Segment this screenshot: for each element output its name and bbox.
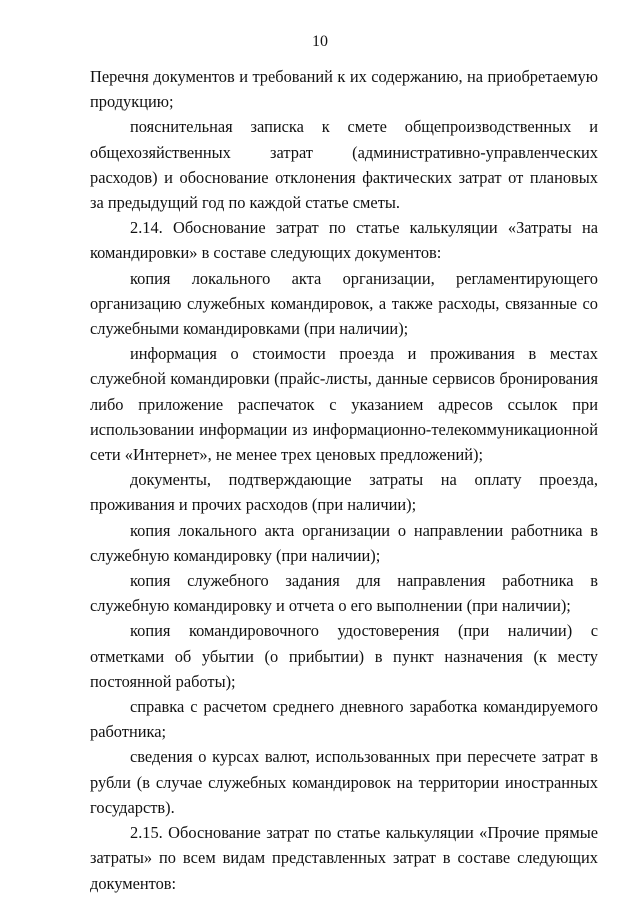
list-item-salary-statement: справка с расчетом среднего дневного заработка командируемого работника; bbox=[90, 697, 598, 742]
list-item-local-act-copy: копия локального акта организации, регламентирующего организацию служебных командировок, а также расходы, связанные со служебными командировками (при наличии); bbox=[90, 268, 598, 339]
list-item-travel-cost-info: информация о стоимости проезда и проживания в местах служебной командировки (прайс-листы, данные сервисов бронирования либо приложение распечаток с указанием адресов ссылок при использовании информации из информационно-телекоммуникационной сети «Интернет», не менее трех ценовых предложений); bbox=[90, 344, 598, 465]
list-item-task-copy: копия служебного задания для направления работника в служебную командировку и отчета о его выполнении (при наличии); bbox=[90, 571, 598, 616]
list-item-travel-certificate: копия командировочного удостоверения (при наличии) с отметками об убытии (о прибытии) в пункт назначения (к месту постоянной работы); bbox=[90, 621, 598, 691]
list-item-assignment-act-copy: копия локального акта организации о направлении работника в служебную командировку (при наличии); bbox=[90, 520, 598, 565]
list-item-exchange-rates: сведения о курсах валют, использованных при пересчете затрат в рубли (в случае служебных командировок на территории иностранных государств). bbox=[90, 747, 598, 817]
document-body bbox=[90, 64, 598, 896]
paragraph-continuation: Перечня документов и требований к их содержанию, на приобретаемую продукцию; bbox=[90, 67, 598, 112]
paragraph-section-2-15: 2.15. Обоснование затрат по статье калькуляции «Прочие прямые затраты» по всем видам представленных затрат в составе следующих документов: bbox=[90, 823, 598, 893]
paragraph-section-2-14: 2.14. Обоснование затрат по статье калькуляции «Затраты на командировки» в составе следующих документов: bbox=[90, 218, 598, 263]
paragraph-explanatory-note: пояснительная записка к смете общепроизводственных и общехозяйственных затрат (административно-управленческих расходов) и обоснование отклонения фактических затрат от плановых за предыдущий год по каждой статье сметы. bbox=[90, 117, 598, 213]
list-item-expense-documents: документы, подтверждающие затраты на оплату проезда, проживания и прочих расходов (при наличии); bbox=[90, 470, 598, 515]
page-number: 10 bbox=[312, 33, 328, 50]
